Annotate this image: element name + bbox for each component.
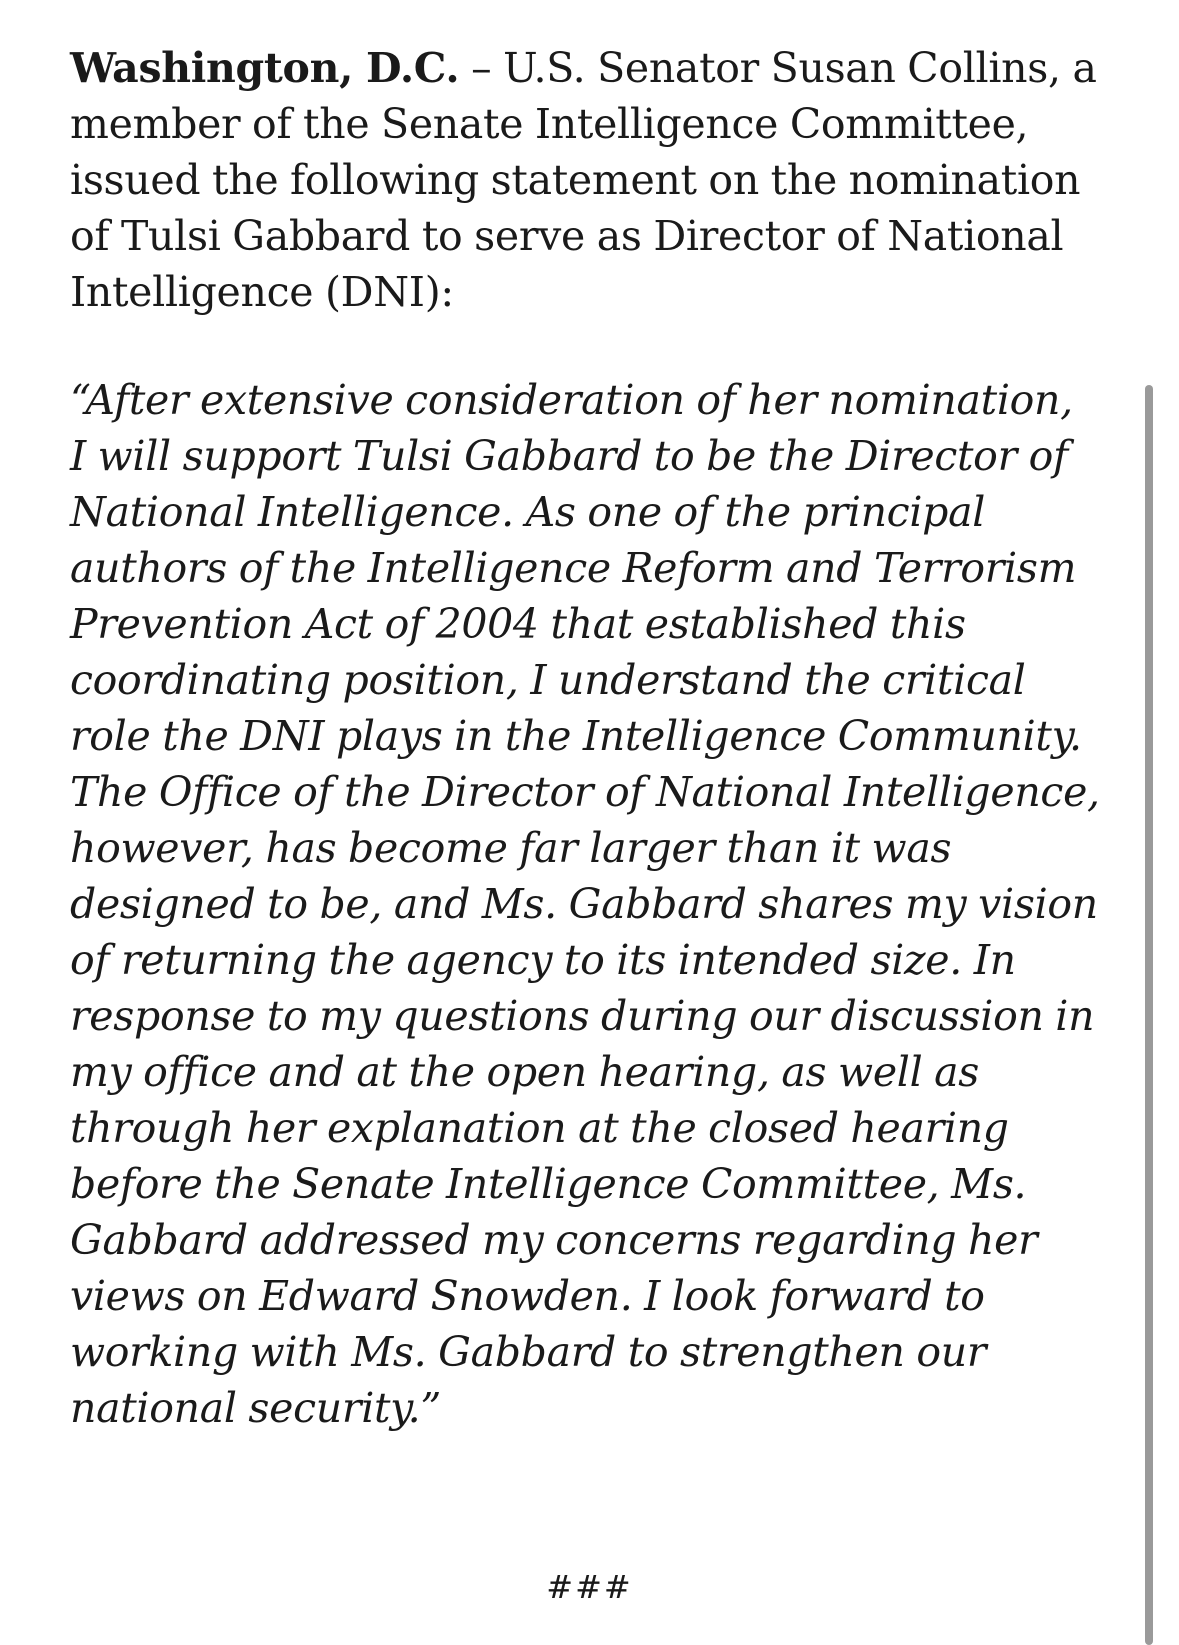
dateline-dash: – [459, 44, 504, 92]
vertical-scrollbar[interactable] [1145, 385, 1153, 1645]
intro-text: U.S. Senator Susan Collins, a member of the Senate Intelligence Committee, issued the following statement on the nomination of Tulsi Gabbard to serve as Director of National Intelligence (DNI): [70, 44, 1097, 316]
dateline: Washington, D.C. [70, 44, 460, 92]
quote-paragraph: “After extensive consideration of her nomination, I will support Tulsi Gabbard to be the Director of National Intelligence. As one of the principal authors of the Intelligence Reform and Terrorism Prevention Act of 2004 that established this coordinating position, I understand the critical role the DNI plays in the Intelligence Community. The Office of the Director of National Intelligence, however, has become far larger than it was designed to be, and Ms. Gabbard shares my vision of returning the agency to its intended size. In response to my questions during our discussion in my office and at the open hearing, as well as through her explanation at the closed hearing before the Senate Intelligence Committee, Ms. Gabbard addressed my concerns regarding her views on Edward Snowden. I look forward to working with Ms. Gabbard to strengthen our national security.” [70, 376, 1100, 1432]
lead-paragraph [70, 40, 1100, 320]
end-mark: ### [546, 1568, 633, 1606]
press-release-body [70, 40, 1100, 1436]
